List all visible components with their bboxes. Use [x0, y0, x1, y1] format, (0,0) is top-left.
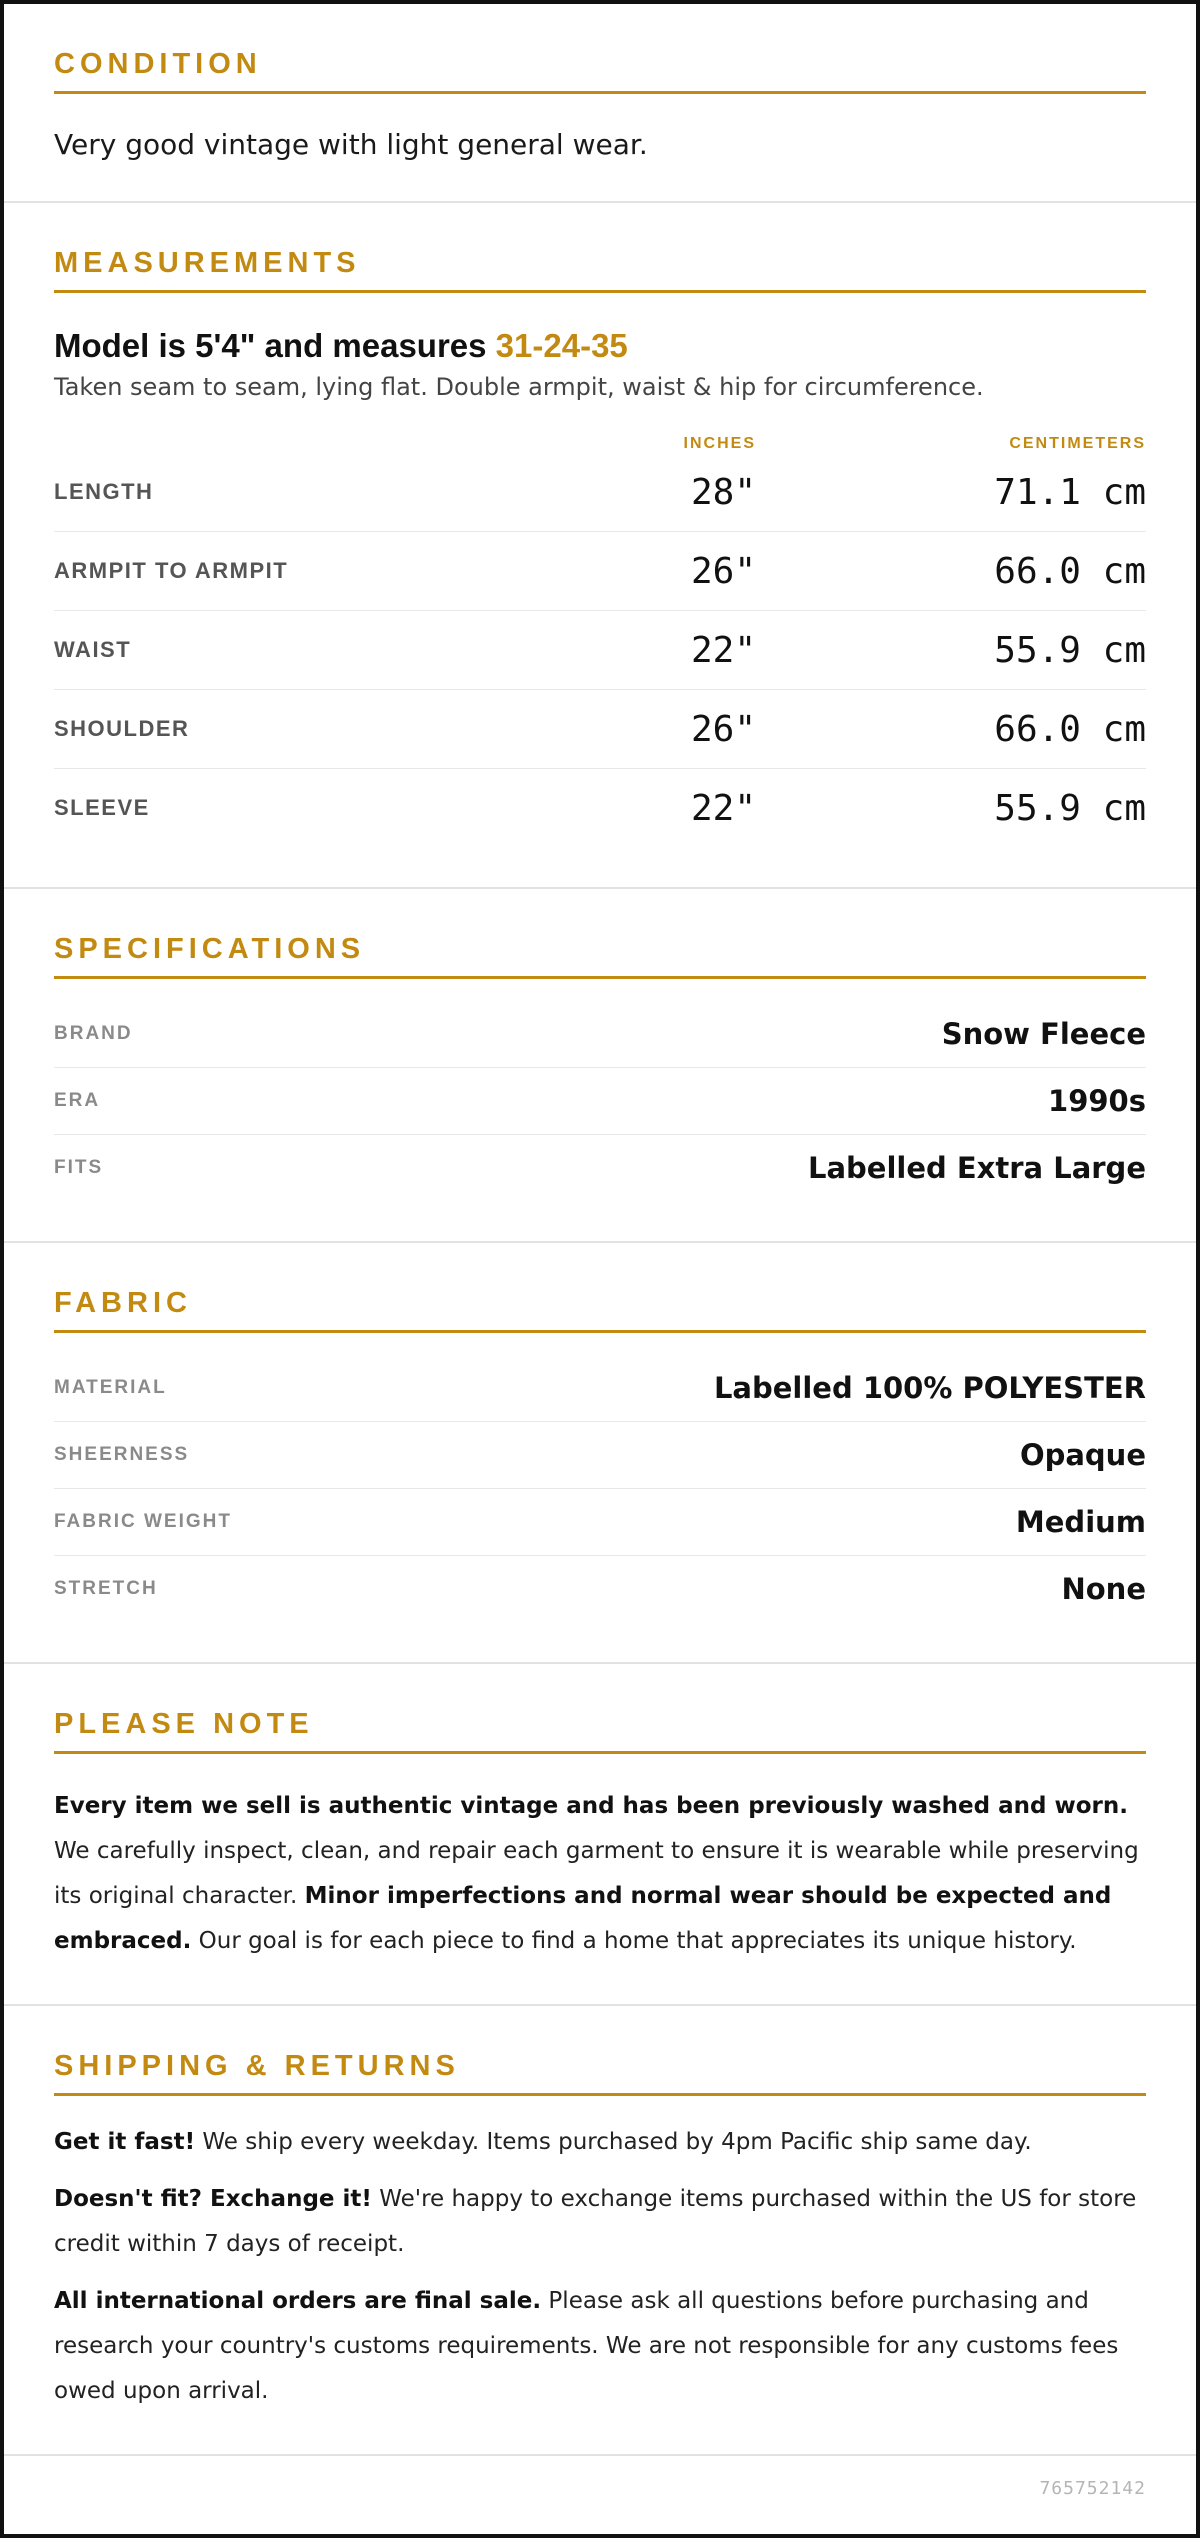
shipping-paragraph [54, 2120, 1146, 2165]
measurement-label: SLEEVE [54, 795, 150, 820]
measurement-label: ARMPIT TO ARMPIT [54, 558, 289, 583]
fabric-row [54, 1556, 1146, 1622]
shipping-paragraph [54, 2279, 1146, 2414]
measurement-inches: 28" [690, 471, 756, 513]
measurements-table [54, 435, 1146, 847]
measurements-title: MEASUREMENTS [54, 247, 1146, 293]
measurement-row [54, 690, 1146, 769]
measurement-row [54, 611, 1146, 690]
measurement-label: SHOULDER [54, 716, 190, 741]
measurement-row [54, 532, 1146, 611]
shipping-paragraph [54, 2177, 1146, 2267]
spec-label: FITS [54, 1157, 104, 1178]
fabric-row [54, 1355, 1146, 1422]
specifications-list [54, 1001, 1146, 1201]
measurement-inches: 22" [690, 787, 756, 829]
fabric-value: Labelled 100% POLYESTER [713, 1371, 1146, 1405]
condition-text: Very good vintage with light general wear. [54, 128, 648, 161]
spec-value: 1990s [1048, 1084, 1146, 1118]
please-note-section [4, 1664, 1196, 2006]
measurement-cm: 66.0 cm [994, 708, 1146, 750]
spec-row [54, 1068, 1146, 1135]
shipping-title: SHIPPING & RETURNS [54, 2050, 1146, 2096]
fabric-value: Opaque [1019, 1438, 1146, 1472]
measurement-cm: 71.1 cm [994, 471, 1146, 513]
spec-value: Labelled Extra Large [807, 1151, 1146, 1185]
spec-row [54, 1001, 1146, 1068]
fabric-row [54, 1489, 1146, 1556]
inches-header: INCHES [683, 435, 756, 452]
measurement-inches: 26" [690, 550, 756, 592]
measurement-label: LENGTH [54, 479, 154, 504]
model-prefix: Model is 5'4" and measures [54, 327, 496, 364]
measurement-cm: 55.9 cm [994, 787, 1146, 829]
centimeters-header: CENTIMETERS [1009, 435, 1146, 452]
measurement-row [54, 769, 1146, 847]
fabric-value: Medium [1015, 1505, 1146, 1539]
fabric-label: FABRIC WEIGHT [54, 1511, 232, 1532]
measurement-cm: 55.9 cm [994, 629, 1146, 671]
measurement-inches: 22" [690, 629, 756, 671]
shipping-section [4, 2006, 1196, 2456]
measurement-row [54, 453, 1146, 532]
spec-value: Snow Fleece [941, 1017, 1146, 1051]
please-note-title: PLEASE NOTE [54, 1708, 1146, 1754]
fabric-value: None [1061, 1572, 1146, 1606]
fabric-list [54, 1355, 1146, 1622]
spec-label: BRAND [54, 1023, 133, 1044]
model-measures: 31-24-35 [495, 327, 628, 364]
note-bold-1: Every item we sell is authentic vintage and has been previously washed and worn. [54, 1793, 1128, 1819]
note-text-1: We carefully inspect, clean, and repair each garment to ensure it is wearable while preserving its original character. [54, 1838, 1139, 1909]
shipping-bold: Get it fast! [54, 2129, 196, 2155]
condition-title: CONDITION [54, 48, 1146, 94]
spec-label: ERA [54, 1090, 101, 1111]
measurements-section [4, 203, 1196, 889]
measurement-label: WAIST [54, 637, 132, 662]
spec-row [54, 1135, 1146, 1201]
specifications-title: SPECIFICATIONS [54, 933, 1146, 979]
fabric-section [4, 1243, 1196, 1664]
shipping-bold: All international orders are final sale. [54, 2288, 542, 2314]
measurement-cm: 66.0 cm [994, 550, 1146, 592]
condition-section [4, 4, 1196, 203]
note-bold-2: Minor imperfections and normal wear should be expected and embraced. [54, 1883, 1112, 1954]
measurement-note: Taken seam to seam, lying flat. Double armpit, waist & hip for circumference. [54, 373, 984, 401]
note-text-2: Our goal is for each piece to find a home that appreciates its unique history. [191, 1928, 1077, 1954]
item-id: 765752142 [1039, 2478, 1146, 2499]
fabric-label: SHEERNESS [54, 1444, 190, 1465]
fabric-label: MATERIAL [54, 1377, 167, 1398]
shipping-bold: Doesn't fit? Exchange it! [54, 2186, 372, 2212]
shipping-text: Please ask all questions before purchasing and research your country's customs requirements. We are not responsible for any customs fees owed upon arrival. [54, 2288, 1119, 2404]
model-line [54, 327, 1146, 365]
shipping-text: We ship every weekday. Items purchased by 4pm Pacific ship same day. [195, 2129, 1032, 2155]
fabric-row [54, 1422, 1146, 1489]
fabric-title: FABRIC [54, 1287, 1146, 1333]
specifications-section [4, 889, 1196, 1243]
measurement-inches: 26" [690, 708, 756, 750]
please-note-text [54, 1784, 1146, 1964]
shipping-text: We're happy to exchange items purchased within the US for store credit within 7 days of receipt. [54, 2186, 1137, 2257]
measurements-header [54, 435, 1146, 453]
fabric-label: STRETCH [54, 1578, 158, 1599]
